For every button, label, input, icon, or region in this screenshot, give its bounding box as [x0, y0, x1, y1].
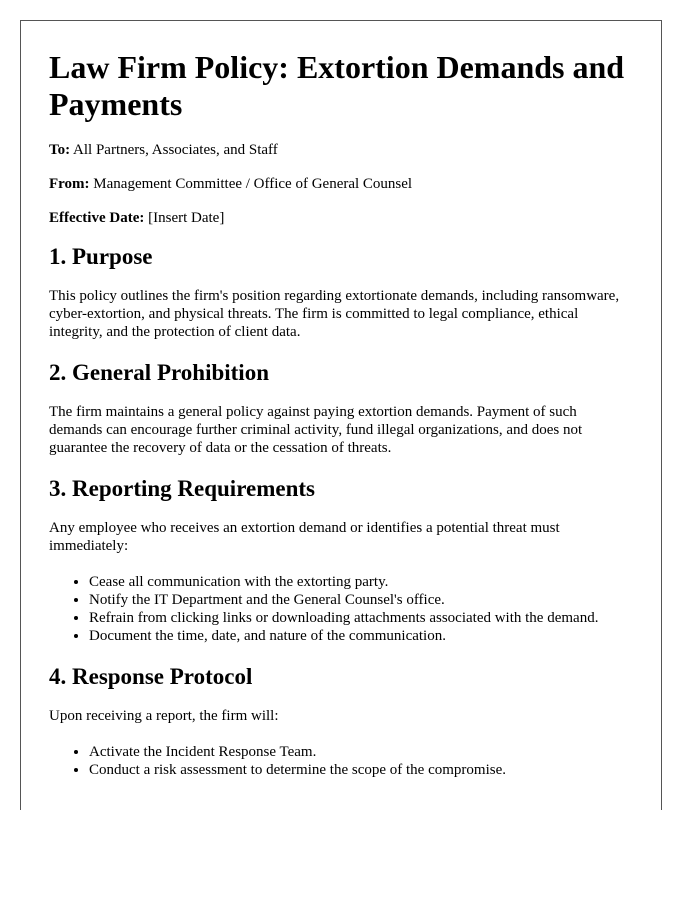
document-content: [21, 21, 661, 779]
section-paragraph-purpose: This policy outlines the firm's position regarding extortionate demands, including ransomware, cyber-extortion, and physical threats. The firm is committed to legal compliance, ethical integrity, and the protection of client data.: [49, 288, 620, 340]
memo-from-value: Management Committee / Office of General Counsel: [89, 176, 413, 192]
section-heading-response-protocol: 4. Response Protocol: [49, 664, 253, 689]
document-title: Law Firm Policy: Extortion Demands and Payments: [49, 49, 625, 122]
list-item: • Document the time, date, and nature of the communication.: [89, 627, 633, 645]
list-item: • Cease all communication with the extorting party.: [89, 573, 633, 591]
section-paragraph-general-prohibition: The firm maintains a general policy against paying extortion demands. Payment of such demands can encourage further criminal activity, fund illegal organizations, and does not guarantee the recovery of data or the cessation of threats.: [49, 404, 583, 456]
memo-from-label: From:: [49, 176, 90, 192]
list-item: • Activate the Incident Response Team.: [89, 743, 633, 761]
list-item: • Notify the IT Department and the General Counsel's office.: [89, 591, 633, 609]
list-item: • Refrain from clicking links or downloading attachments associated with the demand.: [89, 609, 633, 627]
memo-from-line: [49, 175, 633, 193]
list-item: • Conduct a risk assessment to determine the scope of the compromise.: [89, 761, 633, 779]
section-paragraph-response-protocol: Upon receiving a report, the firm will:: [49, 708, 279, 724]
memo-to-label: To:: [49, 142, 71, 158]
section-heading-purpose: 1. Purpose: [49, 244, 153, 269]
memo-effective-date-label: Effective Date:: [49, 210, 145, 226]
reporting-requirements-list: [49, 573, 633, 645]
response-protocol-list: [49, 743, 633, 779]
section-heading-reporting-requirements: 3. Reporting Requirements: [49, 476, 315, 501]
memo-effective-date-line: [49, 209, 633, 227]
memo-effective-date-value: [Insert Date]: [144, 210, 225, 226]
policy-document-page: [20, 20, 662, 810]
section-heading-general-prohibition: 2. General Prohibition: [49, 360, 269, 385]
memo-to-line: [49, 141, 633, 159]
section-paragraph-reporting-requirements: Any employee who receives an extortion demand or identifies a potential threat must immediately:: [49, 520, 560, 554]
memo-to-value: All Partners, Associates, and Staff: [70, 142, 278, 158]
